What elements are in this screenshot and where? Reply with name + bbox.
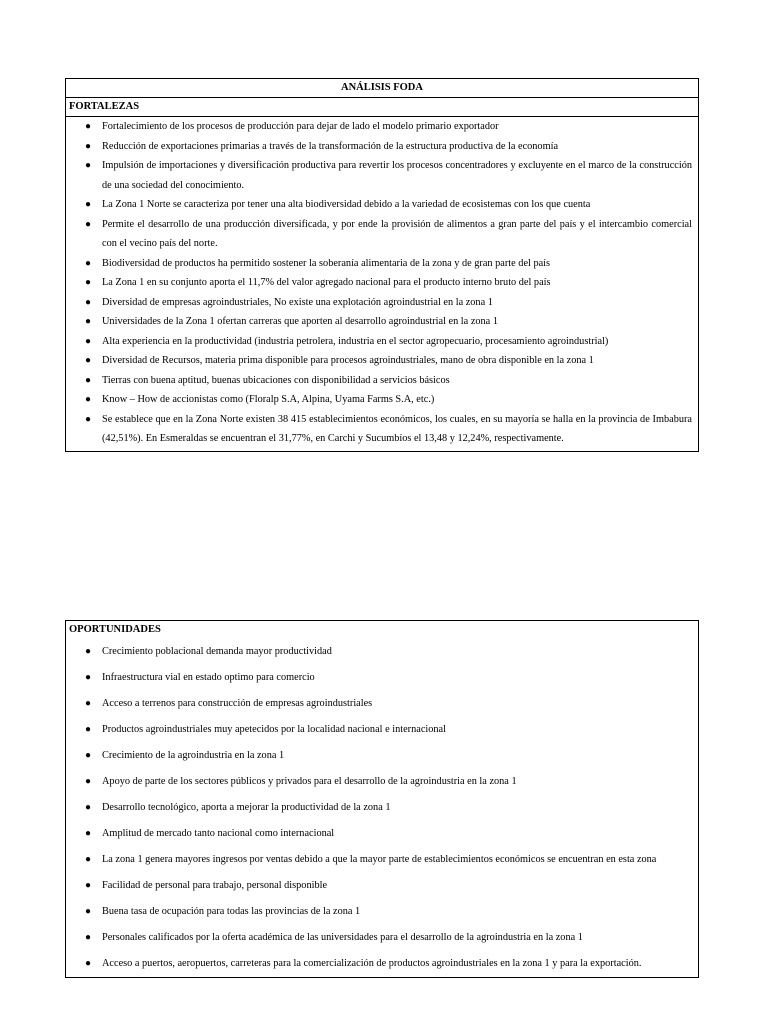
bullet-icon: ●: [85, 355, 92, 366]
list-item: [66, 775, 698, 789]
bullet-icon: ●: [85, 374, 92, 386]
list-item: [66, 156, 698, 195]
list-item-text: La Zona 1 Norte se caracteriza por tener una alta biodiversidad debido a la variedad de ecosistemas con los que cuenta: [102, 199, 591, 210]
bullet-icon: ●: [85, 218, 92, 230]
list-item: [66, 905, 698, 919]
oportunidades-heading: OPORTUNIDADES: [69, 624, 161, 635]
list-item: [66, 723, 698, 737]
bullet-icon: ●: [85, 335, 92, 347]
bullet-icon: ●: [85, 316, 92, 327]
list-item-text: Buena tasa de ocupación para todas las provincias de la zona 1: [102, 906, 361, 917]
list-item-text: Fortalecimiento de los procesos de producción para dejar de lado el modelo primario exportador: [102, 121, 499, 132]
list-item-text: Personales calificados por la oferta académica de las universidades para el desarrollo de la agroindustria en la zona 1: [102, 932, 583, 943]
list-item: [66, 671, 698, 685]
list-item-text: Reducción de exportaciones primarias a través de la transformación de la estructura productiva de la economía: [102, 140, 559, 152]
list-item-text: Infraestructura vial en estado optimo para comercio: [102, 672, 315, 683]
bullet-icon: ●: [85, 750, 92, 761]
bullet-icon: ●: [85, 724, 92, 735]
list-item-text: Tierras con buena aptitud, buenas ubicaciones con disponibilidad a servicios básicos: [102, 374, 450, 386]
list-item: [66, 853, 698, 867]
list-item-text: Know – How de accionistas como (Floralp S.A, Alpina, Uyama Farms S.A, etc.): [102, 394, 435, 405]
list-item-text: La zona 1 genera mayores ingresos por ventas debido a que la mayor parte de establecimientos económicos se encuentran en esta zona: [102, 854, 657, 865]
list-item-text: Acceso a puertos, aeropuertos, carreteras para la comercialización de productos agroindustriales en la zona 1 y para la exportación.: [102, 958, 642, 969]
list-item-text: Impulsión de importaciones y diversificación productiva para revertir los procesos concentradores y excluyente en el marco de la construcción de una sociedad del conocimiento.: [102, 160, 692, 191]
oportunidades-table: [65, 620, 699, 978]
list-item-text: La Zona 1 en su conjunto aporta el 11,7% del valor agregado nacional para el producto interno bruto del país: [102, 277, 551, 288]
fortalezas-table: [65, 78, 699, 452]
bullet-icon: ●: [85, 413, 92, 425]
list-item-text: Permite el desarrollo de una producción diversificada, y por ende la provisión de alimentos a gran parte del país y el intercambio comercial con el vecino país del norte.: [102, 218, 692, 249]
list-item-text: Desarrollo tecnológico, aporta a mejorar la productividad de la zona 1: [102, 802, 391, 813]
list-item-text: Universidades de la Zona 1 ofertan carreras que aporten al desarrollo agroindustrial en la zona 1: [102, 316, 498, 327]
list-item-text: Facilidad de personal para trabajo, personal disponible: [102, 880, 328, 891]
bullet-icon: ●: [85, 140, 92, 152]
list-item: [66, 195, 698, 215]
bullet-icon: ●: [85, 958, 92, 969]
bullet-icon: ●: [85, 296, 92, 308]
bullet-icon: ●: [85, 880, 92, 891]
bullet-icon: ●: [85, 277, 92, 288]
list-item: [66, 410, 698, 449]
list-item-text: Apoyo de parte de los sectores públicos y privados para el desarrollo de la agroindustria en la zona 1: [102, 776, 517, 787]
oportunidades-list: [66, 639, 698, 977]
bullet-icon: ●: [85, 199, 92, 210]
list-item: [66, 371, 698, 391]
list-item: [66, 293, 698, 313]
analysis-title: ANÁLISIS FODA: [66, 79, 698, 98]
list-item: [66, 957, 698, 971]
list-item: [66, 273, 698, 293]
list-item: [66, 312, 698, 332]
list-item-text: Productos agroindustriales muy apetecidos por la localidad nacional e internacional: [102, 724, 446, 735]
list-item-text: Crecimiento poblacional demanda mayor productividad: [102, 646, 332, 657]
bullet-icon: ●: [85, 932, 92, 943]
bullet-icon: ●: [85, 828, 92, 839]
list-item-text: Diversidad de empresas agroindustriales, No existe una explotación agroindustrial en la zona 1: [102, 296, 493, 308]
list-item-text: Diversidad de Recursos, materia prima disponible para procesos agroindustriales, mano de obra disponible en la zona 1: [102, 355, 594, 366]
list-item-text: Alta experiencia en la productividad (industria petrolera, industria en el sector agropecuario, procesamiento agroindustrial): [102, 335, 609, 347]
bullet-icon: ●: [85, 646, 92, 657]
bullet-icon: ●: [85, 776, 92, 787]
list-item: [66, 749, 698, 763]
bullet-icon: ●: [85, 257, 92, 269]
list-item: [66, 801, 698, 815]
fortalezas-heading: FORTALEZAS: [66, 98, 698, 117]
list-item-text: Crecimiento de la agroindustria en la zona 1: [102, 750, 285, 761]
list-item-text: Se establece que en la Zona Norte existen 38 415 establecimientos económicos, los cuales, en su mayoría se halla en la provincia de Imbabura (42,51%). En Esmeraldas se encuentran el 31,77%, en Carchi y Sucumbíos el 13,48 y 12,24%, respectivamente.: [102, 413, 692, 444]
list-item: [66, 697, 698, 711]
list-item: [66, 254, 698, 274]
list-item: [66, 351, 698, 371]
bullet-icon: ●: [85, 854, 92, 865]
list-item: [66, 390, 698, 410]
list-item: [66, 879, 698, 893]
bullet-icon: ●: [85, 121, 92, 132]
list-item: [66, 332, 698, 352]
bullet-icon: ●: [85, 672, 92, 683]
bullet-icon: ●: [85, 802, 92, 813]
bullet-icon: ●: [85, 160, 92, 171]
bullet-icon: ●: [85, 906, 92, 917]
list-item: [66, 931, 698, 945]
list-item-text: Amplitud de mercado tanto nacional como internacional: [102, 828, 335, 839]
list-item: [66, 215, 698, 254]
list-item: [66, 117, 698, 137]
list-item: [66, 827, 698, 841]
list-item-text: Acceso a terrenos para construcción de empresas agroindustriales: [102, 698, 373, 709]
bullet-icon: ●: [85, 394, 92, 405]
list-item: [66, 645, 698, 659]
list-item-text: Biodiversidad de productos ha permitido sostener la soberanía alimentaria de la zona y de gran parte del país: [102, 257, 551, 269]
fortalezas-list: [66, 117, 698, 451]
list-item: [66, 137, 698, 157]
bullet-icon: ●: [85, 698, 92, 709]
